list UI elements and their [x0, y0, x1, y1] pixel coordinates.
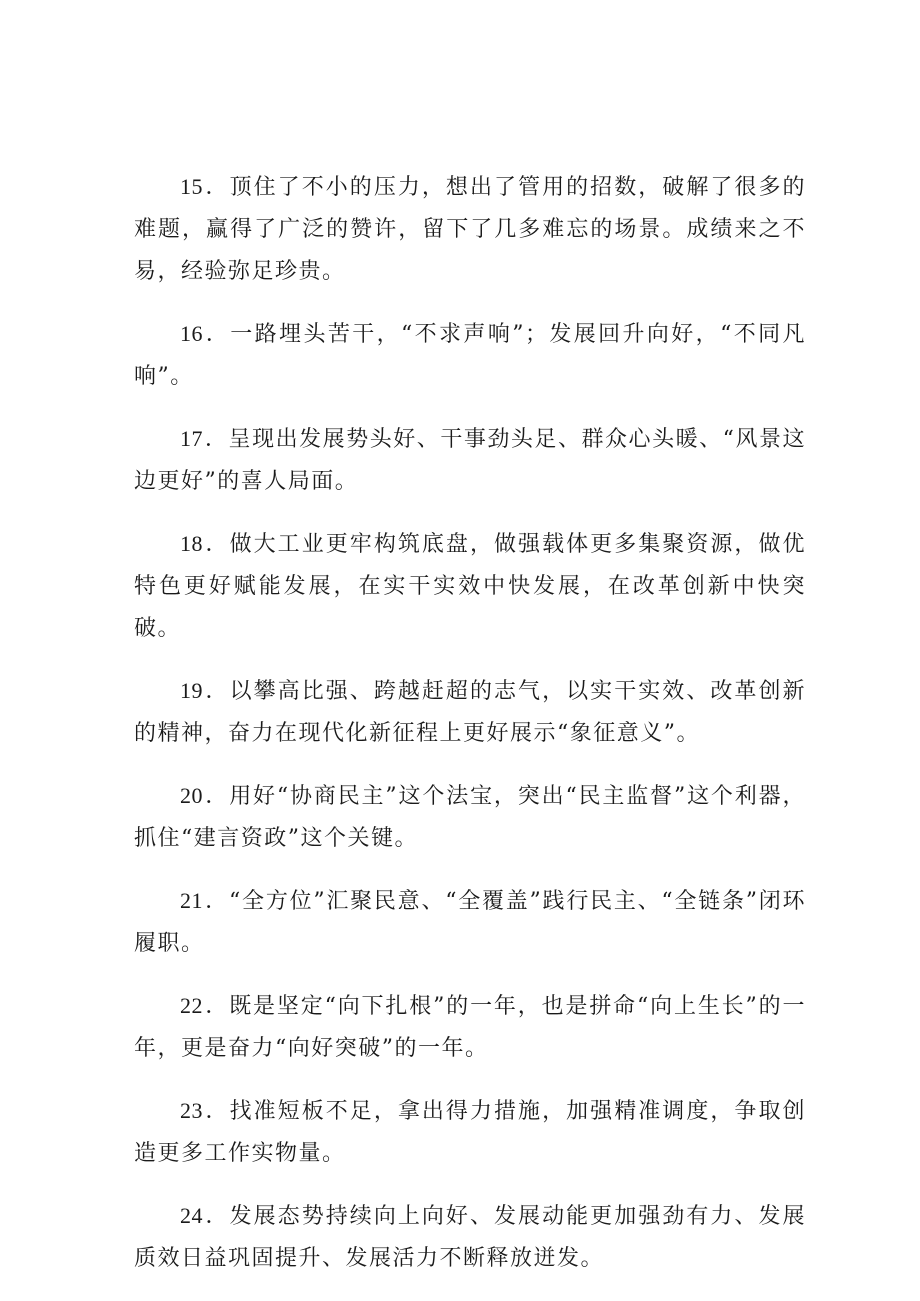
list-item-15 [134, 166, 806, 293]
item-text: ．做大工业更牢构筑底盘，做强载体更多集聚资源，做优特色更好赋能发展，在实干实效中快发展，在改革创新中快突破。 [134, 532, 806, 641]
list-item-17 [134, 418, 806, 503]
item-number: 23 [180, 1098, 203, 1123]
list-item-19 [134, 670, 806, 755]
item-text: ．“全方位”汇聚民意、“全覆盖”践行民主、“全链条”闭环履职。 [134, 889, 806, 956]
item-number: 20 [180, 783, 203, 808]
list-item-23 [134, 1090, 806, 1175]
item-number: 24 [180, 1203, 203, 1228]
list-item-24 [134, 1195, 806, 1280]
item-text: ．用好“协商民主”这个法宝，突出“民主监督”这个利器，抓住“建言资政”这个关键。 [134, 784, 806, 851]
item-number: 15 [180, 174, 203, 199]
item-text: ．以攀高比强、跨越赶超的志气，以实干实效、改革创新的精神，奋力在现代化新征程上更好展示“象征意义”。 [134, 679, 806, 746]
list-item-22 [134, 985, 806, 1070]
item-number: 17 [180, 426, 203, 451]
item-text: ．呈现出发展势头好、干事劲头足、群众心头暖、“风景这边更好”的喜人局面。 [134, 427, 806, 494]
list-item-16 [134, 313, 806, 398]
document-body [134, 166, 806, 1300]
item-text: ．顶住了不小的压力，想出了管用的招数，破解了很多的难题，赢得了广泛的赞许，留下了几多难忘的场景。成绩来之不易，经验弥足珍贵。 [134, 175, 806, 284]
item-text: ．既是坚定“向下扎根”的一年，也是拼命“向上生长”的一年，更是奋力“向好突破”的一年。 [134, 994, 806, 1061]
item-text: ．发展态势持续向上向好、发展动能更加强劲有力、发展质效日益巩固提升、发展活力不断释放迸发。 [134, 1204, 806, 1271]
item-text: ．找准短板不足，拿出得力措施，加强精准调度，争取创造更多工作实物量。 [134, 1099, 806, 1166]
item-number: 21 [180, 888, 203, 913]
item-number: 19 [180, 678, 203, 703]
list-item-18 [134, 523, 806, 650]
item-number: 16 [180, 321, 203, 346]
item-number: 18 [180, 531, 203, 556]
item-text: ．一路埋头苦干，“不求声响”；发展回升向好，“不同凡响”。 [134, 322, 806, 389]
list-item-20 [134, 775, 806, 860]
list-item-21 [134, 880, 806, 965]
item-number: 22 [180, 993, 203, 1018]
